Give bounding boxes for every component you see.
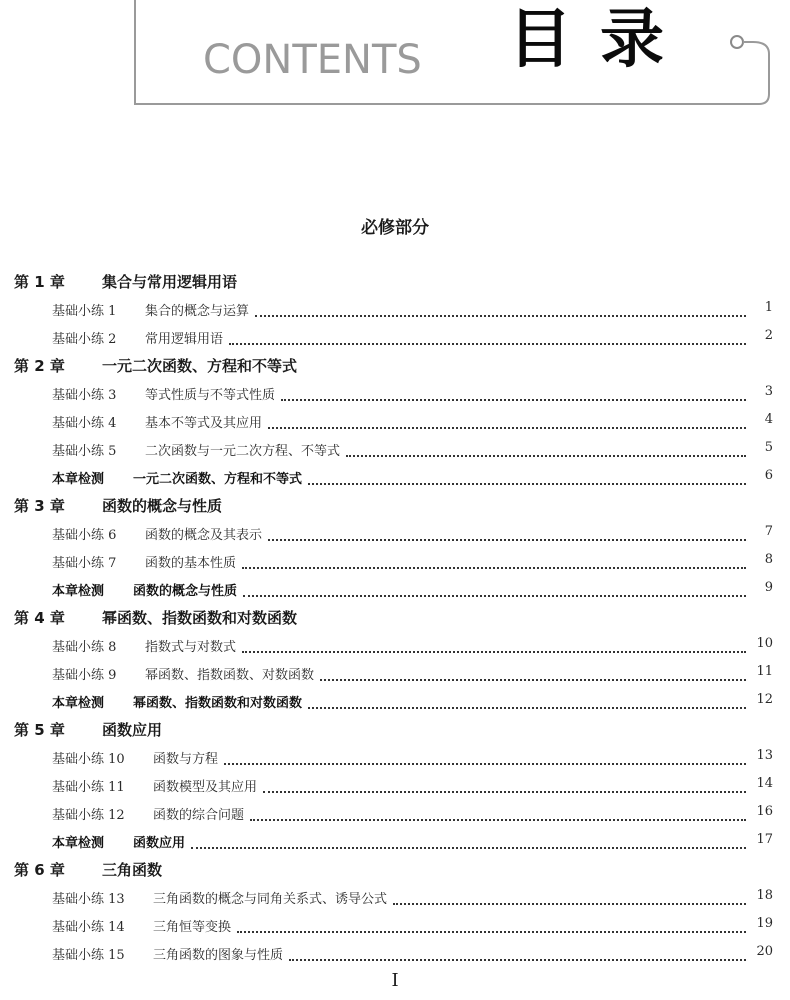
header-banner bbox=[133, 0, 773, 107]
dot-leader bbox=[308, 467, 746, 485]
entry-page-number: 3 bbox=[764, 384, 773, 399]
dot-leader bbox=[346, 439, 746, 457]
entry-label: 基础小练 7 bbox=[52, 556, 117, 571]
entry-label: 基础小练 12 bbox=[52, 808, 125, 823]
entry-label: 基础小练 15 bbox=[52, 948, 125, 963]
dot-leader bbox=[281, 383, 746, 401]
toc-chapter-test[interactable] bbox=[0, 686, 790, 714]
entry-title: 三角恒等变换 bbox=[153, 916, 235, 935]
entry-label: 基础小练 5 bbox=[52, 444, 117, 459]
dot-leader bbox=[393, 887, 746, 905]
entry-title: 函数的基本性质 bbox=[145, 552, 240, 571]
entry-page-number: 5 bbox=[764, 440, 773, 455]
dot-leader bbox=[242, 551, 746, 569]
toc-entry[interactable] bbox=[0, 798, 790, 826]
entry-title: 函数的综合问题 bbox=[153, 804, 248, 823]
chapter-title: 三角函数 bbox=[102, 861, 163, 879]
toc-entry[interactable] bbox=[0, 882, 790, 910]
chapter-number: 第 6 章 bbox=[14, 861, 65, 879]
entry-title: 二次函数与一元二次方程、不等式 bbox=[145, 440, 344, 459]
toc-entry[interactable] bbox=[0, 910, 790, 938]
toc-entry[interactable] bbox=[0, 938, 790, 966]
entry-label: 基础小练 1 bbox=[52, 304, 117, 319]
entry-label: 本章检测 bbox=[52, 584, 105, 599]
chapter-title: 函数的概念与性质 bbox=[102, 497, 223, 515]
entry-title: 函数应用 bbox=[133, 832, 189, 851]
chapter-title: 一元二次函数、方程和不等式 bbox=[102, 357, 298, 375]
dot-leader bbox=[308, 691, 746, 709]
entry-page-number: 10 bbox=[756, 636, 773, 651]
entry-title: 一元二次函数、方程和不等式 bbox=[133, 468, 306, 487]
contents-heading: CONTENTS bbox=[203, 37, 422, 83]
dot-leader bbox=[289, 943, 746, 961]
entry-label: 本章检测 bbox=[52, 472, 105, 487]
entry-label: 基础小练 3 bbox=[52, 388, 117, 403]
toc-entry[interactable] bbox=[0, 518, 790, 546]
entry-page-number: 8 bbox=[764, 552, 773, 567]
toc-entry[interactable] bbox=[0, 546, 790, 574]
entry-page-number: 18 bbox=[756, 888, 773, 903]
toc-entry[interactable] bbox=[0, 770, 790, 798]
chapter-title: 幂函数、指数函数和对数函数 bbox=[102, 609, 298, 627]
chapter-number: 第 5 章 bbox=[14, 721, 65, 739]
entry-page-number: 13 bbox=[756, 748, 773, 763]
dot-leader bbox=[242, 635, 746, 653]
entry-page-number: 17 bbox=[756, 832, 773, 847]
entry-page-number: 19 bbox=[756, 916, 773, 931]
toc-chapter-heading bbox=[0, 602, 790, 630]
toc-entry[interactable] bbox=[0, 630, 790, 658]
entry-label: 本章检测 bbox=[52, 836, 105, 851]
toc-chapter-test[interactable] bbox=[0, 574, 790, 602]
entry-label: 基础小练 11 bbox=[52, 780, 125, 795]
dot-leader bbox=[250, 803, 746, 821]
toc-entry[interactable] bbox=[0, 322, 790, 350]
entry-label: 基础小练 9 bbox=[52, 668, 117, 683]
toc-chapter-heading bbox=[0, 854, 790, 882]
entry-title: 集合的概念与运算 bbox=[145, 300, 253, 319]
toc-entry[interactable] bbox=[0, 658, 790, 686]
entry-title: 函数的概念及其表示 bbox=[145, 524, 266, 543]
entry-title: 幂函数、指数函数、对数函数 bbox=[145, 664, 318, 683]
chapter-title: 集合与常用逻辑用语 bbox=[102, 273, 238, 291]
entry-page-number: 2 bbox=[764, 328, 773, 343]
entry-title: 函数与方程 bbox=[153, 748, 222, 767]
entry-title: 基本不等式及其应用 bbox=[145, 412, 266, 431]
entry-label: 基础小练 4 bbox=[52, 416, 117, 431]
dot-leader bbox=[237, 915, 746, 933]
toc-chapter-heading bbox=[0, 714, 790, 742]
dot-leader bbox=[255, 299, 746, 317]
table-of-contents bbox=[0, 266, 790, 966]
entry-title: 常用逻辑用语 bbox=[145, 328, 227, 347]
entry-page-number: 20 bbox=[756, 944, 773, 959]
dot-leader bbox=[320, 663, 746, 681]
page-number: Ⅰ bbox=[391, 970, 399, 991]
entry-title: 函数模型及其应用 bbox=[153, 776, 261, 795]
entry-title: 函数的概念与性质 bbox=[133, 580, 241, 599]
chapter-number: 第 2 章 bbox=[14, 357, 65, 375]
dot-leader bbox=[224, 747, 746, 765]
entry-page-number: 4 bbox=[764, 412, 773, 427]
dot-leader bbox=[263, 775, 746, 793]
entry-label: 基础小练 13 bbox=[52, 892, 125, 907]
entry-label: 本章检测 bbox=[52, 696, 105, 711]
dot-leader bbox=[268, 411, 746, 429]
entry-label: 基础小练 10 bbox=[52, 752, 125, 767]
section-title: 必修部分 bbox=[361, 218, 429, 238]
entry-title: 指数式与对数式 bbox=[145, 636, 240, 655]
toc-entry[interactable] bbox=[0, 406, 790, 434]
entry-title: 幂函数、指数函数和对数函数 bbox=[133, 692, 306, 711]
toc-chapter-test[interactable] bbox=[0, 462, 790, 490]
chapter-number: 第 3 章 bbox=[14, 497, 65, 515]
toc-chapter-heading bbox=[0, 266, 790, 294]
chapter-number: 第 1 章 bbox=[14, 273, 65, 291]
toc-chapter-heading bbox=[0, 350, 790, 378]
entry-title: 三角函数的图象与性质 bbox=[153, 944, 287, 963]
entry-title: 等式性质与不等式性质 bbox=[145, 384, 279, 403]
entry-label: 基础小练 6 bbox=[52, 528, 117, 543]
dot-leader bbox=[229, 327, 746, 345]
entry-label: 基础小练 2 bbox=[52, 332, 117, 347]
chapter-number: 第 4 章 bbox=[14, 609, 65, 627]
toc-chapter-heading bbox=[0, 490, 790, 518]
mulu-heading: 目录 bbox=[508, 3, 692, 77]
entry-page-number: 7 bbox=[764, 524, 773, 539]
dot-leader bbox=[268, 523, 746, 541]
toc-entry[interactable] bbox=[0, 378, 790, 406]
toc-entry[interactable] bbox=[0, 434, 790, 462]
entry-page-number: 14 bbox=[756, 776, 773, 791]
toc-chapter-test[interactable] bbox=[0, 826, 790, 854]
entry-page-number: 1 bbox=[764, 300, 773, 315]
entry-title: 三角函数的概念与同角关系式、诱导公式 bbox=[153, 888, 391, 907]
dot-leader bbox=[243, 579, 746, 597]
entry-page-number: 12 bbox=[756, 692, 773, 707]
chapter-title: 函数应用 bbox=[102, 721, 163, 739]
entry-page-number: 16 bbox=[756, 804, 773, 819]
entry-label: 基础小练 14 bbox=[52, 920, 125, 935]
entry-page-number: 6 bbox=[764, 468, 773, 483]
entry-page-number: 9 bbox=[764, 580, 773, 595]
toc-entry[interactable] bbox=[0, 742, 790, 770]
entry-label: 基础小练 8 bbox=[52, 640, 117, 655]
entry-page-number: 11 bbox=[756, 664, 773, 679]
dot-leader bbox=[191, 831, 746, 849]
toc-entry[interactable] bbox=[0, 294, 790, 322]
